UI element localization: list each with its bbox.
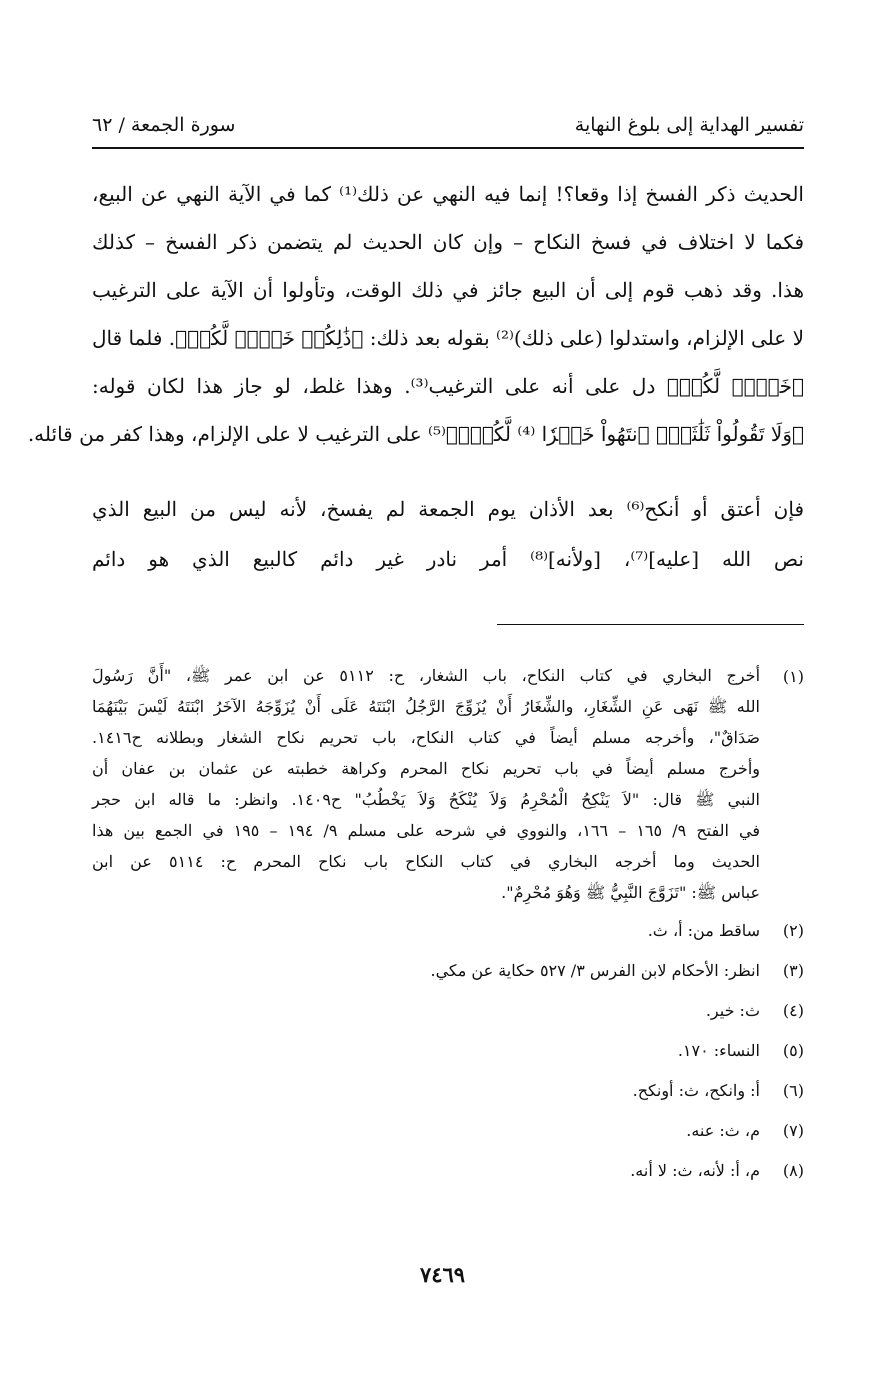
body-line: لا على الإلزام، واستدلوا (على ذلك)⁽²⁾ بقوله بعد ذلك: ﴿ذَٰلِكُمۡ خَيۡرٞ لَّكُمۡ﴾. فلما قال	[92, 326, 805, 350]
footnote-line: أخرج البخاري في كتاب النكاح، باب الشغار، ح: ٥١١٢ عن ابن عمر ﷺ، "أَنَّ رَسُولَ	[92, 666, 761, 685]
footnote-number: (١)	[782, 667, 804, 686]
footnote	[92, 1074, 804, 1108]
footnote-number: (٣)	[782, 961, 804, 980]
body-line: الحديث ذكر الفسخ إذا وقعا؟! إنما فيه النهي عن ذلك⁽¹⁾ كما في الآية النهي عن البيع،	[92, 182, 804, 206]
footnote	[92, 1154, 804, 1188]
footnote-text	[92, 660, 760, 908]
second-paragraph	[92, 484, 804, 584]
body-line: نص الله [عليه]⁽⁷⁾، [ولأنه]⁽⁸⁾ أمر نادر غير دائم كالبيع الذي هو دائم	[92, 547, 804, 571]
running-header	[92, 96, 804, 136]
footnote-number: (٧)	[782, 1121, 804, 1140]
footnote	[92, 994, 804, 1028]
page-number: ٧٤٦٩	[419, 1262, 466, 1287]
surah-page-label: سورة الجمعة / ٦٢	[92, 114, 236, 136]
footnote	[92, 914, 804, 948]
footnote-text: ساقط من: أ، ث.	[647, 921, 760, 940]
footnote	[92, 660, 804, 908]
footnote-number: (٨)	[782, 1161, 804, 1180]
footnote-text: انظر: الأحكام لابن الفرس ٣/ ٥٢٧ حكاية عن مكي.	[430, 961, 760, 980]
body-line: فكما لا اختلاف في فسخ النكاح – وإن كان الحديث لم يتضمن ذكر الفسخ – كذلك	[92, 230, 805, 254]
footnote-number: (٥)	[782, 1041, 804, 1060]
footnote-line: صَدَاقٌ"، وأخرجه مسلم أيضاً في كتاب النكاح، باب تحريم نكاح الشغار وبطلانه ح١٤١٦.	[92, 728, 760, 747]
body-line: ﴿خَيۡرٞ لَّكُمۡ﴾ دل على أنه على الترغيب⁽³⁾. وهذا غلط، لو جاز هذا لكان قوله:	[92, 374, 805, 398]
header-rule	[92, 147, 804, 149]
body-line: فإن أعتق أو أنكح⁽⁶⁾ بعد الأذان يوم الجمعة لم يفسخ، لأنه ليس من البيع الذي	[92, 497, 805, 521]
footnote-line: في الفتح ٩/ ١٦٥ – ١٦٦، والنووي في شرحه على مسلم ٩/ ١٩٤ – ١٩٥ في الجمع بين هذا	[92, 821, 760, 840]
footnote-text: ث: خير.	[705, 1001, 760, 1020]
book-title: تفسير الهداية إلى بلوغ النهاية	[574, 114, 804, 136]
footnote	[92, 1114, 804, 1148]
main-paragraph	[27, 170, 805, 458]
footnote	[92, 954, 804, 988]
footnote-text: أ: وانكح، ث: أونكح.	[632, 1081, 760, 1100]
footnote-line: الحديث وما أخرجه البخاري في كتاب النكاح باب نكاح المحرم ح: ٥١١٤ عن ابن	[92, 852, 760, 871]
footnote-line: الله ﷺ نَهَى عَنِ الشِّغَارِ، والشِّغَارُ أَنْ يُزَوِّجَ الرَّجُلُ ابْنَتَهُ عَلَى أَنْ يُزَوِّجَهُ الآخَرُ ابْنَتَهُ لَيْسَ بَيْنَهُمَا	[92, 697, 760, 716]
footnote-number: (٦)	[782, 1081, 804, 1100]
body-line: هذا. وقد ذهب قوم إلى أن البيع جائز في ذلك الوقت، وتأولوا أن الآية على الترغيب	[92, 278, 804, 302]
footnote-text: م، أ: لأنه، ث: لا أنه.	[630, 1161, 760, 1180]
footnotes	[92, 660, 804, 1194]
footnote-number: (٢)	[782, 921, 804, 940]
footnote-number: (٤)	[782, 1001, 804, 1020]
footnote-line: عباس ﷺ: "تَزَوَّجَ النَّبِيُّ ﷺ وَهُوَ مُحْرِمٌ".	[501, 883, 760, 902]
footnote-text: النساء: ١٧٠.	[677, 1041, 760, 1060]
footnote-separator	[497, 624, 804, 625]
footnote-line: النبي ﷺ قال: "لاَ يَنْكِحُ الْمُحْرِمُ وَلاَ يُنْكَحُ وَلاَ يَخْطُبُ" ح١٤٠٩. وانظر: ما قاله ابن حجر	[92, 790, 760, 809]
body-line: ﴿وَلَا تَقُولُواْ ثَلَٰثَةٌۚ ٱنتَهُواْ خَيۡرٗا ⁽⁴⁾ لَّكُمۡۚ﴾⁽⁵⁾ على الترغيب لا على الإلزام، وهذا كفر من قائله.	[27, 422, 804, 446]
footnote-line: وأخرج مسلم أيضاً في باب تحريم نكاح المحرم وكراهة خطبته عن عثمان بن عفان أن	[92, 759, 760, 778]
footnote-text: م، ث: عنه.	[686, 1121, 760, 1140]
footnote	[92, 1034, 804, 1068]
